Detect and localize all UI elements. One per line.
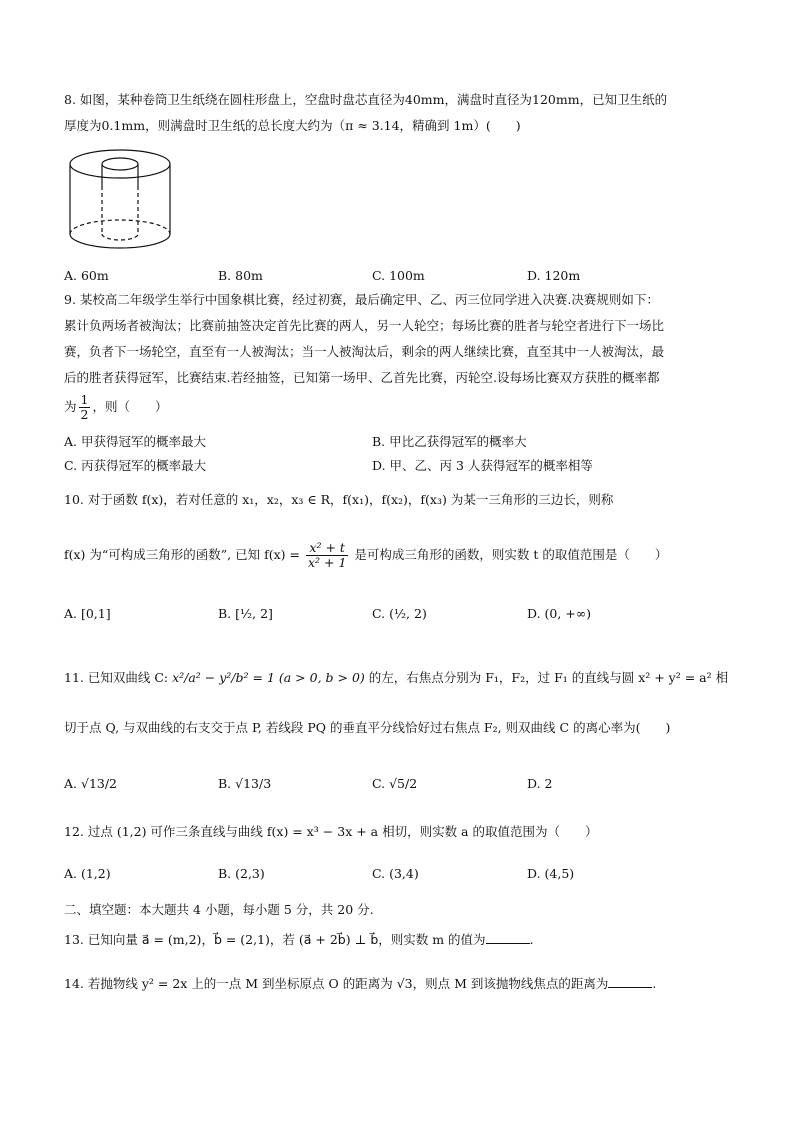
section2-title: 二、填空题：本大题共 4 小题，每小题 5 分，共 20 分. [64,902,374,917]
q13-end: . [529,932,534,947]
q11-line2: 切于点 Q, 与双曲线的右支交于点 P, 若线段 PQ 的垂直平分线恰好过右焦点 F₂, 则双曲线 C 的离心率为( ) [64,720,671,735]
q8-line1: 8. 如图，某种卷筒卫生纸绕在圆柱形盘上，空盘时盘芯直径为40mm，满盘时直径为120mm，已知卫生纸的 [64,92,668,107]
q10-option-a: A. [0,1] [64,606,111,621]
q9-line4: 后的胜者获得冠军，比赛结束.若经抽签，已知第一场甲、乙首先比赛，丙轮空.设每场比赛双方获胜的概率都 [64,370,660,385]
q9-line2: 累计负两场者被淘汰；比赛前抽签决定首先比赛的两人，另一人轮空；每场比赛的胜者与轮空者进行下一场比 [64,318,665,333]
q9-half-fraction [79,393,91,422]
fraction-denominator: x² + 1 [307,555,347,570]
q13-text: 13. 已知向量 a⃗ = (m,2)，b⃗ = (2,1)，若 (a⃗ + 2b⃗) ⊥ b⃗，则实数 m 的值为 [64,932,486,947]
toilet-paper-cylinder-figure [64,144,176,256]
q10-option-b: B. [½, 2] [218,606,273,621]
q11-line1-pre: 11. 已知双曲线 C: [64,670,173,685]
q11-option-d: D. 2 [527,776,553,791]
q10-line2 [64,538,667,572]
q9-line1: 9. 某校高二年级学生举行中国象棋比赛，经过初赛，最后确定甲、乙、丙三位同学进入决赛.决赛规则如下： [64,292,659,307]
q12-option-d: D. (4,5) [527,866,575,881]
q11-hyperbola-equation: x²/a² − y²/b² = 1 (a > 0, b > 0) [172,670,365,685]
q8-option-b: B. 80m [218,268,263,283]
q8-line2: 厚度为0.1mm，则满盘时卫生纸的总长度大约为（π ≈ 3.14，精确到 1m）( ) [64,118,521,133]
q10-line1: 10. 对于函数 f(x)，若对任意的 x₁，x₂，x₃ ∈ R，f(x₁)，f(x₂)，f(x₃) 为某一三角形的三边长，则称 [64,492,614,507]
q9-line5-pre: 为 [64,399,77,414]
q12-option-b: B. (2,3) [218,866,265,881]
q12-line1: 12. 过点 (1,2) 可作三条直线与曲线 f(x) = x³ − 3x + a 相切，则实数 a 的取值范围为（ ） [64,824,598,839]
q12-option-c: C. (3,4) [372,866,419,881]
q14-line [64,974,656,994]
q9-line5 [64,392,167,422]
fraction-numerator: 1 [80,392,89,407]
q10-function-fraction [306,541,348,570]
q10-line2-pre: f(x) 为“可构成三角形的函数”, 已知 f(x) = [64,547,304,562]
q8-option-d: D. 120m [527,268,581,283]
q9-option-d: D. 甲、乙、丙 3 人获得冠军的概率相等 [372,458,593,473]
q9-line3: 赛，负者下一场轮空，直至有一人被淘汰；当一人被淘汰后，剩余的两人继续比赛，直至其中一人被淘汰，最 [64,344,665,359]
q9-option-c: C. 丙获得冠军的概率最大 [64,458,207,473]
q10-option-c: C. (½, 2) [372,606,427,621]
q9-line5-post: ，则（ ） [92,399,168,414]
q9-option-b: B. 甲比乙获得冠军的概率大 [372,434,527,449]
q12-option-a: A. (1,2) [64,866,111,881]
q13-line [64,930,534,950]
q14-answer-blank[interactable] [608,976,652,988]
q11-option-a: A. √13/2 [64,776,118,791]
q11-line1-post: 的左，右焦点分别为 F₁，F₂，过 F₁ 的直线与圆 x² + y² = a² 相 [364,670,729,685]
q11-line1 [64,668,728,688]
q14-text: 14. 若抛物线 y² = 2x 上的一点 M 到坐标原点 O 的距离为 √3，则点 M 到该抛物线焦点的距离为 [64,976,609,991]
q9-option-a: A. 甲获得冠军的概率最大 [64,434,206,449]
fraction-denominator: 2 [80,407,89,422]
q8-option-a: A. 60m [64,268,109,283]
q11-option-c: C. √5/2 [372,776,418,791]
q10-option-d: D. (0, +∞) [527,606,592,621]
q8-option-c: C. 100m [372,268,425,283]
q14-end: . [652,976,657,991]
q13-answer-blank[interactable] [486,932,530,944]
q10-line2-post: 是可构成三角形的函数，则实数 t 的取值范围是（ ） [350,547,668,562]
q11-option-b: B. √13/3 [218,776,272,791]
fraction-numerator: x² + t [306,541,348,556]
